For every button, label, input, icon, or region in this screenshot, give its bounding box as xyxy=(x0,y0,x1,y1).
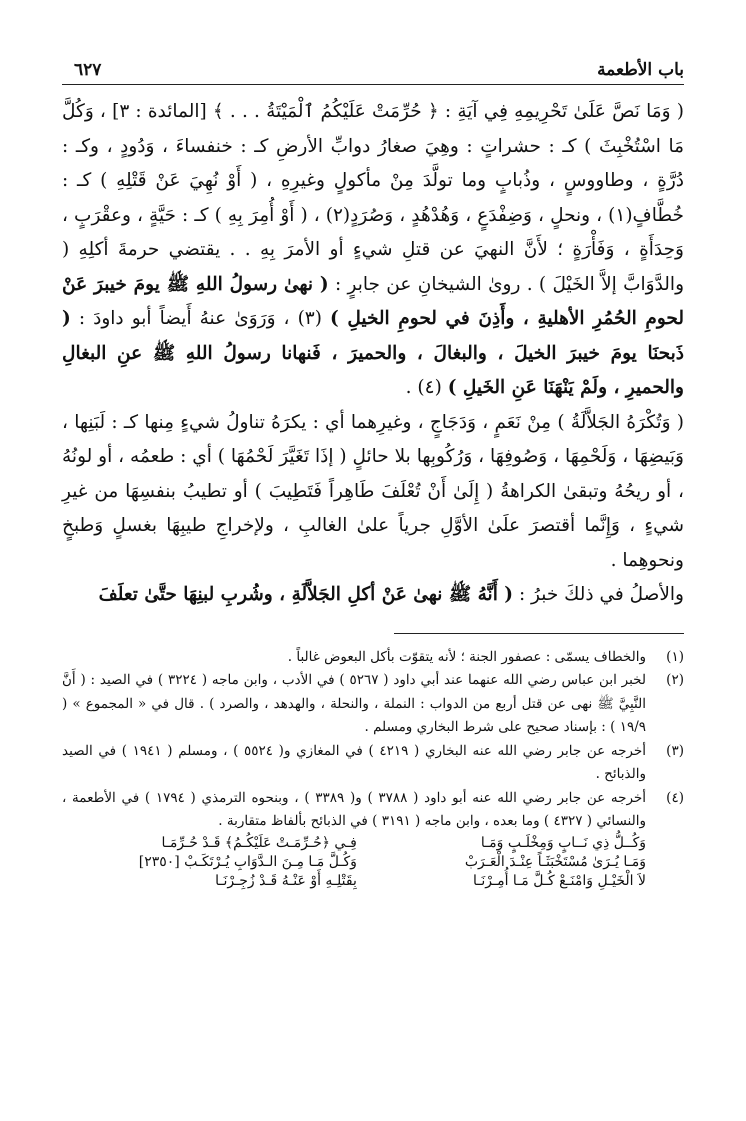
footnote-text: أخرجه عن جابر رضي الله عنه أبو داود ( ٣٧٨٨ ) و( ٣٣٨٩ ) ، وبنحوه الترمذي ( ١٧٩٤ ) في الأطعمة ، والنسائي ( ٤٣٢٧ ) وما بعده ، وابن ماجه ( ٣١٩١ ) في الذبائح بألفاظ متقاربة . xyxy=(62,789,646,829)
footnote-number: (٢) xyxy=(666,672,684,688)
footnote-text: لخبر ابن عباس رضي الله عنهما عند أبي داود ( ٥٢٦٧ ) في الأدب ، وابن ماجه ( ٣٢٢٤ ) في الصيد : ( أَنَّ النَّبِيَّ ﷺ نهى عن قتل أربع من الدواب : النملة ، والنحلة ، والهدهد ، والصرد ) . قال في « المجموع » ( ١٩/٩ ) : بإسناد صحيح على شرط البخاري ومسلم . xyxy=(62,672,646,735)
verse-hemistich-second: بِقَتْلِـهِ أَوْ عَنْـهُ قَـدْ زُجِـرْنَـا xyxy=(215,872,357,889)
verse-hemistich-first: وَمَـا يُـرَىٰ مُسْتَخْبَثَـاً عِنْـدَ الْعَـرَبْ xyxy=(464,853,646,870)
footnote-number: (١) xyxy=(666,648,684,665)
verse-hemistich-first: لاَ الْخَيْـلِ وَامْنَـعْ كُـلَّ مَـا أُمِـرْنَـا xyxy=(473,872,646,889)
paragraph-1-text: ( وَمَا نَصَّ عَلَىٰ تَحْرِيمِهِ فِي آيَةِ : ﴿ حُرِّمَتْ عَلَيْكُمُ ٱلْمَيْتَةُ . . . ﴾ [المائدة : ٣] ، وَكُلَّ مَا اسْتُخْبِثَ ) كـ : حشراتٍ : وهِيَ صغارُ دوابِّ الأرضِ كـ : خنفساءَ ، وَدُودٍ ، وكـ : دُرَّةٍ ، وطاووسٍ ، وذُبابٍ وما تولَّدَ مِنْ مأكولٍ وغيرِهِ ، ( أَوْ نُهِيَ عَنْ قَتْلِهِ ) كـ : خُطَّافٍ(١) ، ونحلٍ ، وَضِفْدَعٍ ، وَهُدْهُدٍ ، وَصُرَدٍ(٢) ، ( أَوْ أُمِرَ بِهِ ) كـ : حَيَّةٍ ، وعقْرَبٍ ، وَحِدَأَةٍ ، وَفَأْرَةٍ ؛ لأَنَّ النهيَ عن قتلِ شيءٍ أو الأمرَ بِهِ . . يقتضي حرمةَ أكلِهِ ( والدَّوَابَّ إلاَّ الخَيْلَ ) . روىٰ الشيخانِ عن جابرٍ : xyxy=(62,101,685,295)
hadith-quote-3: ( أَنَّهُ ﷺ نهىٰ عَنْ أكلِ الجَلاَّلَةِ ، وشُربِ لبنِهَا حتَّىٰ تعلَفَ xyxy=(98,584,514,605)
footnote xyxy=(62,646,684,670)
page-number: ٦٢٧ xyxy=(74,60,102,80)
verse-line xyxy=(90,872,646,891)
verse-line xyxy=(90,834,646,853)
footnotes xyxy=(62,646,684,891)
paragraph-1-end: (٤) . xyxy=(405,377,442,398)
footnote-separator xyxy=(394,633,684,634)
main-text xyxy=(62,95,684,613)
hadith-quote-2: ( ذَبحنَا يومَ خيبرَ الخيلَ ، والبغالَ ، والحميرَ ، فَنهانا رسولُ اللهِ ﷺ عنِ البغالِ والحميرِ ، ولَمْ يَنْهَنَا عَنِ الخَيلِ ) xyxy=(62,308,684,398)
verse-hemistich-second: فِـي ﴿حُـرِّمَـتْ عَلَيْكُـمُ﴾ قَـدْ حُـرِّمَـا xyxy=(161,834,357,851)
verse-hemistich-first: وَكُــلُّ ذِي نَــابٍ وَمِخْلَـبٍ وَمَـا xyxy=(480,834,646,851)
verse-hemistich-second: وَكُـلَّ مَـا مِـنَ الـدَّوَابِ يُـرْتَكَـبْ [٢٣٥٠] xyxy=(138,853,357,870)
paragraph-2 xyxy=(62,406,684,579)
paragraph-3 xyxy=(62,578,684,613)
footnote-number: (٣) xyxy=(666,742,684,759)
footnote xyxy=(62,669,684,740)
paragraph-1-mid: (٣) ، وَرَوَىٰ عنهُ أَيضاً أبو داودَ : xyxy=(78,308,322,329)
verse-line xyxy=(90,853,646,872)
verse-block xyxy=(90,834,646,891)
footnote xyxy=(62,787,684,834)
book-page xyxy=(62,60,684,1100)
footnote-number: (٤) xyxy=(666,789,684,806)
paragraph-2-text: ( وَتُكْرَهُ الجَلاَّلَةُ ) مِنْ نَعَمٍ ، وَدَجَاجٍ ، وغيرِهما أي : يكرَهُ تناولُ شيءٍ مِنها كـ : لَبَنِها ، وَبَيضِهَا ، وَلَحْمِهَا ، وَصُوفِهَا ، وَرُكُوبِها بلا حائلٍ ( إذَا تَغَيَّرَ لَحْمُهَا ) أي : طعمُه ، أو لونُهُ ، أو ريحُهُ وتبقىٰ الكراهةُ ( إِلَىٰ أَنْ تُعْلَفَ طَاهِراً فَتَطِيبَ ) أو تطيبُ بنفسِهَا من غيرِ شيءٍ ، وَإِنَّما أقتصرَ علَىٰ الأوَّلِ جرياً علىٰ الغالبِ ، ولإخراجِ طيبِهَا بغسلٍ وَطبخٍ ونحوهِما . xyxy=(62,411,684,571)
footnote-text: والخطاف يسمّى : عصفور الجنة ؛ لأنه يتقوّت بأكل البعوض غالباً . xyxy=(287,648,646,665)
paragraph-3-text: والأصلُ في ذلكَ خبرُ : xyxy=(518,584,684,605)
hadith-quote-1: ( نهىٰ رسولُ اللهِ ﷺ يومَ خيبرَ عَنْ لحومِ الحُمُرِ الأهليةِ ، وأَذِنَ في لحومِ الخيلِ ) xyxy=(62,273,684,329)
running-header xyxy=(62,60,684,85)
paragraph-1 xyxy=(62,95,684,406)
footnote xyxy=(62,740,684,787)
chapter-title: باب الأطعمة xyxy=(597,60,684,80)
footnote-text: أخرجه عن جابر رضي الله عنه البخاري ( ٤٢١٩ ) في المغازي و( ٥٥٢٤ ) ، ومسلم ( ١٩٤١ ) في الصيد والذبائح . xyxy=(62,742,646,782)
